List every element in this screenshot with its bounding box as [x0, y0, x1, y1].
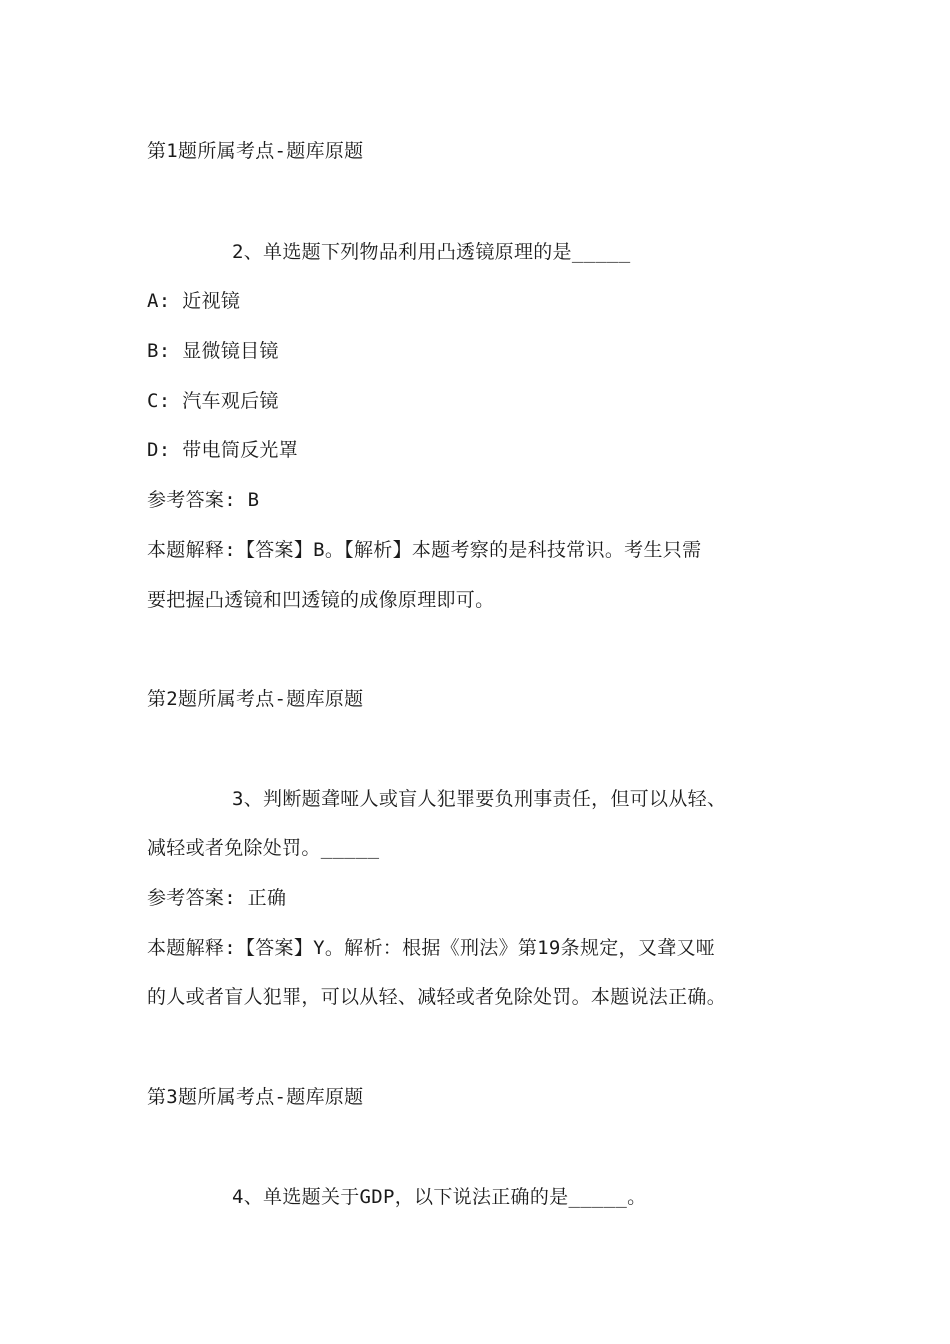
q3-explanation-line-2: 的人或者盲人犯罪，可以从轻、减轻或者免除处罚。本题说法正确。 [147, 986, 727, 1008]
q1-topic: 第1题所属考点-题库原题 [147, 140, 364, 162]
q3-answer: 参考答案: 正确 [147, 887, 287, 909]
q3-stem-line-2: 减轻或者免除处罚。_____ [147, 837, 380, 859]
q2-answer: 参考答案: B [147, 489, 260, 511]
q3-topic: 第3题所属考点-题库原题 [147, 1086, 364, 1108]
q2-stem: 2、单选题下列物品利用凸透镜原理的是_____ [232, 241, 631, 263]
q2-topic: 第2题所属考点-题库原题 [147, 688, 364, 710]
q3-stem-line-1: 3、判断题聋哑人或盲人犯罪要负刑事责任，但可以从轻、 [232, 788, 727, 810]
q2-option-d: D: 带电筒反光罩 [147, 439, 299, 461]
q4-stem: 4、单选题关于GDP，以下说法正确的是_____。 [232, 1186, 647, 1208]
q3-explanation-line-1: 本题解释:【答案】Y。解析：根据《刑法》第19条规定，又聋又哑 [147, 937, 716, 959]
q2-option-c: C: 汽车观后镜 [147, 390, 279, 412]
q2-option-a: A: 近视镜 [147, 290, 241, 312]
q2-explanation-line-1: 本题解释:【答案】B。【解析】本题考察的是科技常识。考生只需 [147, 539, 702, 561]
q2-explanation-line-2: 要把握凸透镜和凹透镜的成像原理即可。 [147, 589, 495, 611]
q2-option-b: B: 显微镜目镜 [147, 340, 279, 362]
